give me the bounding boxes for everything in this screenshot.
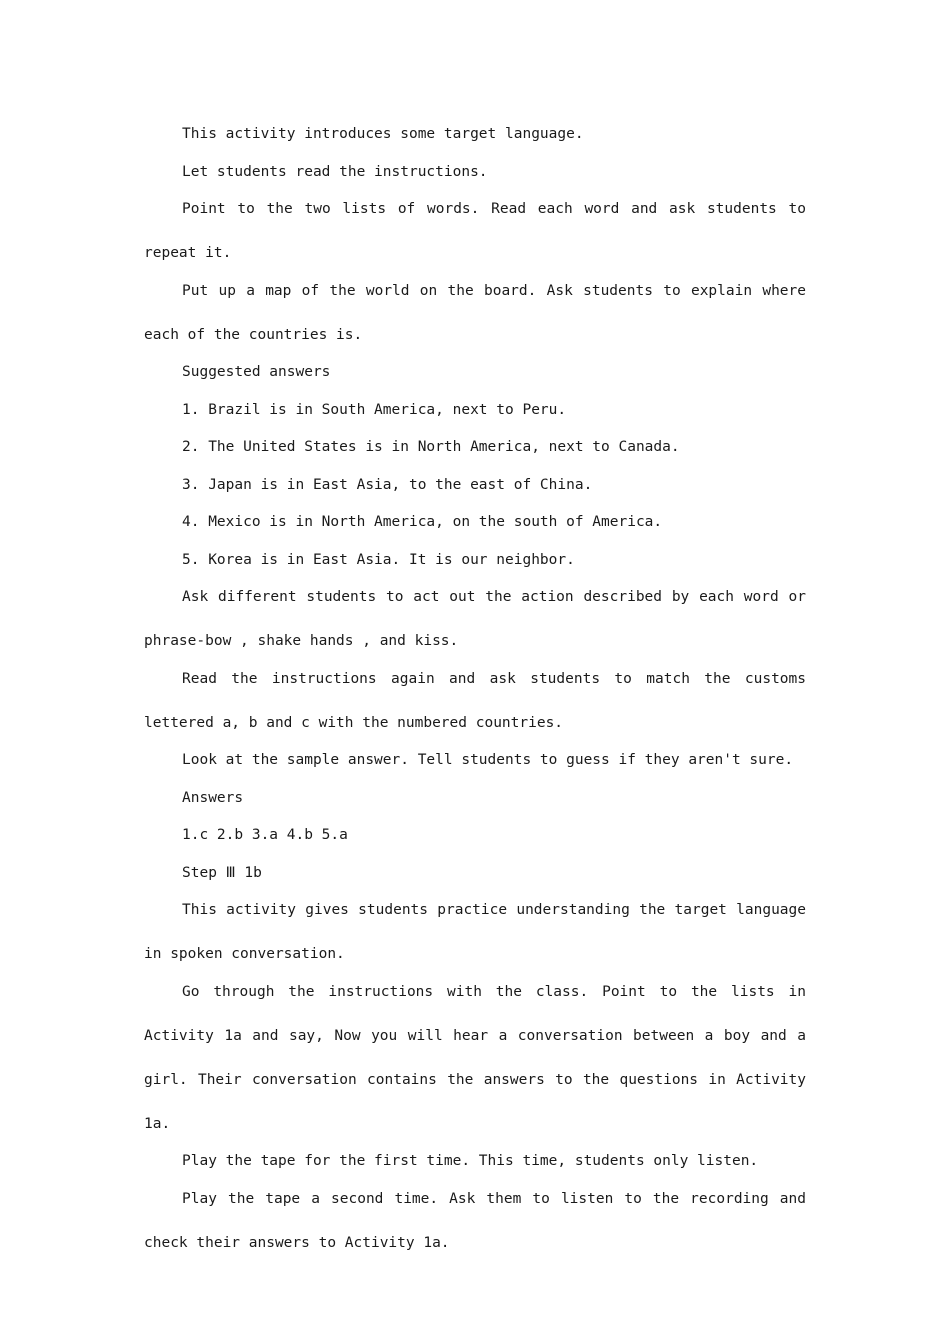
paragraph-act-out: Ask different students to act out the action described by each word or phrase-bow , shake hands , and kiss. <box>144 589 806 649</box>
answer-item-3: 3. Japan is in East Asia, to the east of China. <box>182 476 593 493</box>
paragraph-suggested-answers-heading: Suggested answers <box>182 364 331 380</box>
paragraph-go-through: Go through the instructions with the class. Point to the lists in Activity 1a and say, Now you will hear a conversation between a boy and a girl. Their conversation contains the answers to the questions in Activity 1a. <box>144 983 806 1132</box>
paragraph-answer-key: 1.c 2.b 3.a 4.b 5.a <box>182 827 348 843</box>
paragraph-match-customs: Read the instructions again and ask students to match the customs lettered a, b and c with the numbered countries. <box>144 670 806 731</box>
answer-item-1: 1. Brazil is in South America, next to Peru. <box>182 401 567 418</box>
paragraph-sample-answer: Look at the sample answer. Tell students to guess if they aren't sure. <box>182 752 794 768</box>
paragraph-answers-heading: Answers <box>182 789 244 806</box>
paragraph-2: Let students read the instructions. <box>182 163 488 180</box>
document-body <box>144 112 806 1265</box>
paragraph-play-first: Play the tape for the first time. This time, students only listen. <box>182 1153 759 1169</box>
paragraph-step-intro: This activity gives students practice understanding the target language in spoken conversation. <box>144 902 806 962</box>
answer-item-4: 4. Mexico is in North America, on the south of America. <box>182 514 663 530</box>
paragraph-play-second: Play the tape a second time. Ask them to listen to the recording and check their answers to Activity 1a. <box>144 1190 806 1251</box>
answer-item-5: 5. Korea is in East Asia. It is our neighbor. <box>182 551 575 568</box>
paragraph-3: Point to the two lists of words. Read each word and ask students to repeat it. <box>144 201 806 261</box>
paragraph-4: Put up a map of the world on the board. Ask students to explain where each of the countries is. <box>144 282 806 343</box>
answer-item-2: 2. The United States is in North America, next to Canada. <box>182 439 680 455</box>
step-heading: Step Ⅲ 1b <box>182 864 262 881</box>
paragraph-1: This activity introduces some target language. <box>182 126 584 142</box>
